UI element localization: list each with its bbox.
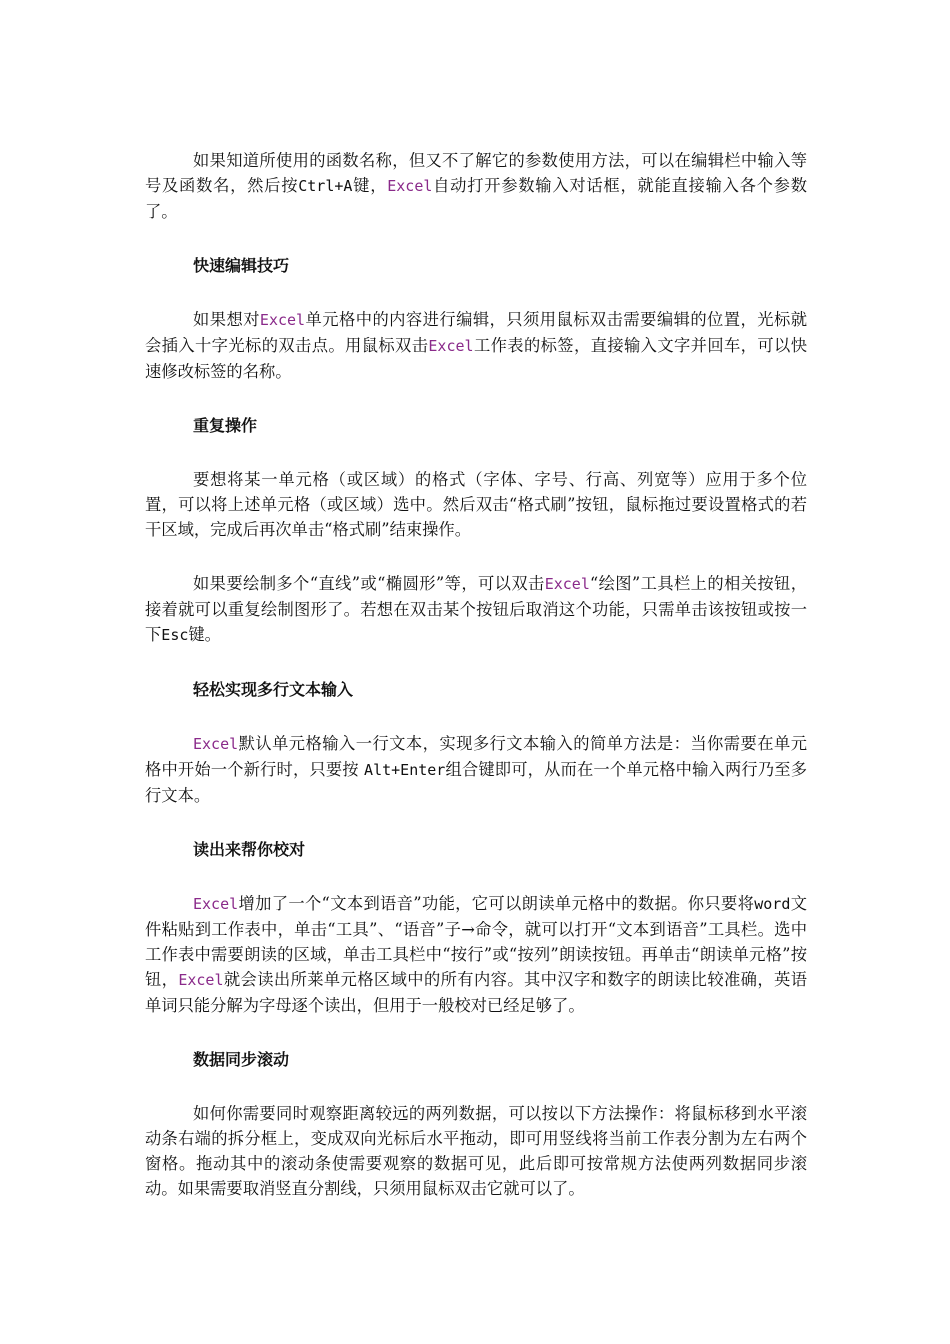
document-page xyxy=(145,148,807,1230)
excel-term: Excel xyxy=(428,337,474,355)
text-run: 组合键即可，从而在一个单元格中输入两行乃至多行文本。 xyxy=(145,760,807,805)
excel-term: Excel xyxy=(387,177,433,195)
body-paragraph xyxy=(145,571,807,648)
body-paragraph xyxy=(145,731,807,808)
excel-term: Excel xyxy=(193,735,239,753)
excel-term: Excel xyxy=(193,895,239,913)
body-paragraph xyxy=(145,891,807,1018)
key-term: Ctrl+A xyxy=(298,177,353,195)
text-run: 如何你需要同时观察距离较远的两列数据，可以按以下方法操作：将鼠标移到水平滚动条右端的拆分框上，变成双向光标后水平拖动，即可用竖线将当前工作表分割为左右两个窗格。拖动其中的滚动条使需要观察的数据可见，此后即可按常规方法使两列数据同步滚动。如果需要取消竖直分割线，只须用鼠标双击它就可以了。 xyxy=(145,1104,807,1198)
text-run: 增加了一个“文本到语音”功能，它可以朗读单元格中的数据。你只要将 xyxy=(238,894,755,913)
text-run: 文件粘贴到工作表中，单击“工具”、“语音”子→命令，就可以打开“文本到语音”工具栏。选中工作表中需要朗读的区域，单击工具栏中“按行”或“按列”朗读按钮。再单击“朗读单元格”按钮， xyxy=(145,894,807,989)
text-run: “绘图”工具栏上的相关按钮，接着就可以重复绘制图形了。若想在双击某个按钮后取消这个功能，只需单击该按钮或按一下 xyxy=(145,574,808,644)
section-heading: 读出来帮你校对 xyxy=(193,840,306,859)
excel-term: Excel xyxy=(544,575,590,593)
section-heading: 数据同步滚动 xyxy=(193,1050,290,1069)
text-run: 如果知道所使用的函数名称，但又不了解它的参数使用方法，可以在编辑栏中输入等号及函数名，然后按 xyxy=(145,151,807,195)
text-run: 如果要绘制多个“直线”或“椭圆形”等，可以双击 xyxy=(193,574,545,593)
text-run: 单元格中的内容进行编辑，只须用鼠标双击需要编辑的位置，光标就会插入十字光标的双击点。用鼠标双击 xyxy=(145,310,807,355)
text-run: 键， xyxy=(352,176,388,195)
key-term: Esc xyxy=(161,626,189,644)
body-paragraph xyxy=(145,1101,807,1201)
excel-term: Excel xyxy=(259,311,306,329)
text-run: 要想将某一单元格（或区域）的格式（字体、字号、行高、列宽等）应用于多个位置，可以将上述单元格（或区域）选中。然后双击“格式刷”按钮，鼠标拖过要设置格式的若干区域，完成后再次单击“格式刷”结束操作。 xyxy=(145,470,807,539)
text-run: 工作表的标签，直接输入文字并回车，可以快速修改标签的名称。 xyxy=(145,336,807,381)
text-run: 就会读出所莱单元格区域中的所有内容。其中汉字和数字的朗读比较准确，英语单词只能分解为字母逐个读出，但用于一般校对已经足够了。 xyxy=(145,970,807,1015)
section-heading: 重复操作 xyxy=(193,416,258,435)
key-term: Alt+Enter xyxy=(364,761,446,779)
text-run: 键。 xyxy=(188,625,221,644)
section-heading: 轻松实现多行文本输入 xyxy=(193,680,354,699)
body-paragraph xyxy=(145,148,807,224)
key-term: word xyxy=(754,895,791,913)
excel-term: Excel xyxy=(178,971,224,989)
body-paragraph xyxy=(145,307,807,384)
text-run: 自动打开参数输入对话框，就能直接输入各个参数了。 xyxy=(145,176,807,221)
section-heading: 快速编辑技巧 xyxy=(193,256,290,275)
body-paragraph xyxy=(145,467,807,542)
text-run: 默认单元格输入一行文本，实现多行文本输入的简单方法是：当你需要在单元格中开始一个新行时，只要按 xyxy=(145,734,807,779)
text-run: 如果想对 xyxy=(193,310,260,329)
